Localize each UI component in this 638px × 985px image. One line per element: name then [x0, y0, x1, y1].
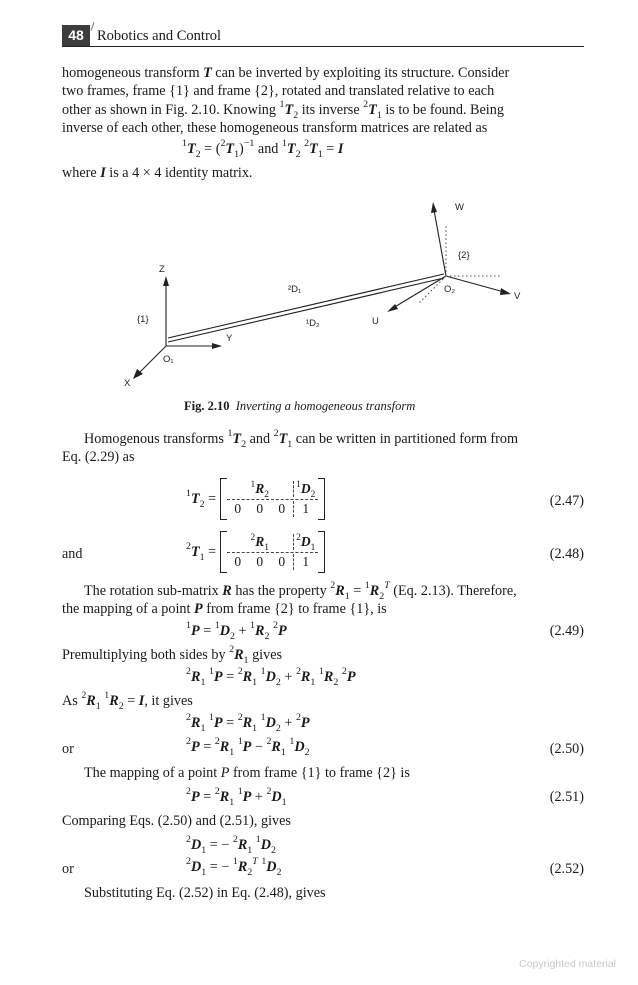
equation-2-52: $^2D_1$ = − $^1R_2^T$ $^1D_2$	[186, 856, 282, 878]
label-v: V	[514, 291, 521, 302]
w-axis-line	[434, 210, 446, 276]
figure-inverting-transform	[100, 196, 540, 392]
partitioned-intro-line-1: Homogenous transforms $^1T_2$ and $^2T_1$ can be written in partitioned form from	[84, 428, 518, 450]
matrix-1t2-rotation: $^1R_2$	[250, 479, 269, 500]
as-identity-line: As $^2R_1$ $^1R_2 = I$, it gives	[62, 690, 193, 712]
figure-caption	[184, 399, 415, 414]
v-arrowhead	[500, 288, 511, 295]
equation-number-2-49: (2.49)	[549, 623, 584, 639]
premultiplying-line: Premultiplying both sides by $^2R_1$ gives	[62, 644, 283, 666]
label-2d1: ²D₁	[288, 284, 302, 295]
equation-number-2-47: (2.47)	[549, 493, 584, 509]
equation-premultiplied: $^2R_1$ $^1P = ^2R_1$ $^1D_2 + ^2R_1$ $^1R_2$ $^2$P	[186, 666, 356, 688]
y-arrowhead	[212, 343, 222, 349]
matrix-1t2-translation: $^1D_2$	[296, 479, 316, 500]
matrix-1t2-zero-3: 0	[278, 500, 286, 516]
equation-2-49: $^1P = ^1D_2 + ^1R_2$ $^2$P	[186, 620, 287, 642]
mapping-line: The mapping of a point P from frame {1} to frame {2} is	[84, 765, 410, 781]
label-z: Z	[159, 264, 165, 275]
label-1d2: ¹D₂	[306, 318, 320, 329]
or-label-2: or	[62, 861, 74, 877]
matrix-2t1-zero-3: 0	[278, 553, 286, 569]
equation-inverse-relation: $^1T_2 = (^2T_1)^{-1}$ and $^1T_2$ $^2T_1 = I$	[182, 138, 344, 160]
page-number: 48	[62, 25, 90, 46]
matrix-1t2-zero-1: 0	[234, 500, 242, 516]
matrix-2t1-rotation: $^2R_1$	[250, 532, 269, 553]
vector-2d1	[168, 278, 444, 342]
equation-simplified: $^2R_1$ $^1P = ^2R_1$ $^1D_2 + ^2P$	[186, 712, 310, 734]
equation-2-51: $^2P = ^2R_1$ $^1P + ^2D_1$	[186, 786, 287, 808]
equation-2-50: $^2P = ^2R_1$ $^1P - ^2R_1$ $^1D_2$	[186, 736, 310, 758]
matrix-2t1-translation: $^2D_1$	[296, 532, 316, 553]
rotation-property-line-1: The rotation sub-matrix R has the property $^2R_1 = ^1R_2^T$ (Eq. 2.13). Therefore,	[84, 580, 517, 602]
equation-2-48: $^2T_1$ = $^2R_1$ $^2D_1$ 0 0 0 1	[186, 531, 325, 573]
and-label: and	[62, 546, 83, 562]
matrix-2t1-zero-2: 0	[256, 553, 264, 569]
intro-line-3: other as shown in Fig. 2.10. Knowing $^1T_2$ its inverse $^2T_1$ is to be found. Being	[62, 99, 504, 121]
label-o2: O₂	[444, 284, 456, 295]
label-o1: O₁	[163, 354, 174, 365]
matrix-2t1-one: 1	[302, 553, 310, 569]
label-frame1: {1}	[137, 314, 149, 325]
intro-line-4: inverse of each other, these homogeneous transform matrices are related as	[62, 120, 488, 137]
u-arrowhead	[387, 304, 398, 312]
identity-note: where I is a 4 × 4 identity matrix.	[62, 165, 253, 181]
matrix-1t2-zero-2: 0	[256, 500, 264, 516]
z-arrowhead	[163, 276, 169, 286]
intro-line-2: two frames, frame {1} and frame {2}, rotated and translated relative to each	[62, 83, 495, 100]
label-frame2: {2}	[458, 250, 470, 261]
or-label-1: or	[62, 741, 74, 757]
matrix-2t1	[220, 531, 325, 573]
label-u: U	[372, 316, 379, 327]
matrix-1t2	[220, 478, 325, 520]
u-axis-line	[393, 276, 446, 308]
comparing-line: Comparing Eqs. (2.50) and (2.51), gives	[62, 813, 291, 829]
header-rule	[62, 46, 584, 47]
label-x: X	[124, 378, 131, 389]
w-arrowhead	[431, 202, 437, 213]
equation-number-2-48: (2.48)	[549, 546, 584, 562]
rotation-property-line-2: the mapping of a point P from frame {2} to frame {1}, is	[62, 601, 387, 617]
running-header-title: Robotics and Control	[97, 28, 222, 44]
equation-d1-a: $^2D_1$ = − $^2R_1$ $^1D_2$	[186, 834, 276, 856]
intro-line-1: homogeneous transform T can be inverted by exploiting its structure. Consider	[62, 65, 510, 81]
label-y: Y	[226, 333, 233, 344]
equation-number-2-51: (2.51)	[549, 789, 584, 805]
label-w: W	[455, 202, 464, 213]
figure-caption-label: Fig. 2.10	[184, 399, 230, 413]
substituting-line: Substituting Eq. (2.52) in Eq. (2.48), gives	[84, 885, 326, 901]
copyright-watermark: Copyrighted material	[519, 958, 616, 970]
matrix-2t1-zero-1: 0	[234, 553, 242, 569]
equation-number-2-50: (2.50)	[549, 741, 584, 757]
figure-caption-text: Inverting a homogeneous transform	[235, 399, 416, 413]
partitioned-intro-line-2: Eq. (2.29) as	[62, 449, 135, 465]
equation-2-47: $^1T_2$ = $^1R_2$ $^1D_2$ 0 0 0 1	[186, 478, 325, 520]
header-tick-mark	[90, 22, 94, 31]
equation-number-2-52: (2.52)	[549, 861, 584, 877]
matrix-1t2-one: 1	[302, 500, 310, 516]
intro-paragraph	[62, 64, 584, 138]
x-axis-line	[138, 346, 166, 374]
